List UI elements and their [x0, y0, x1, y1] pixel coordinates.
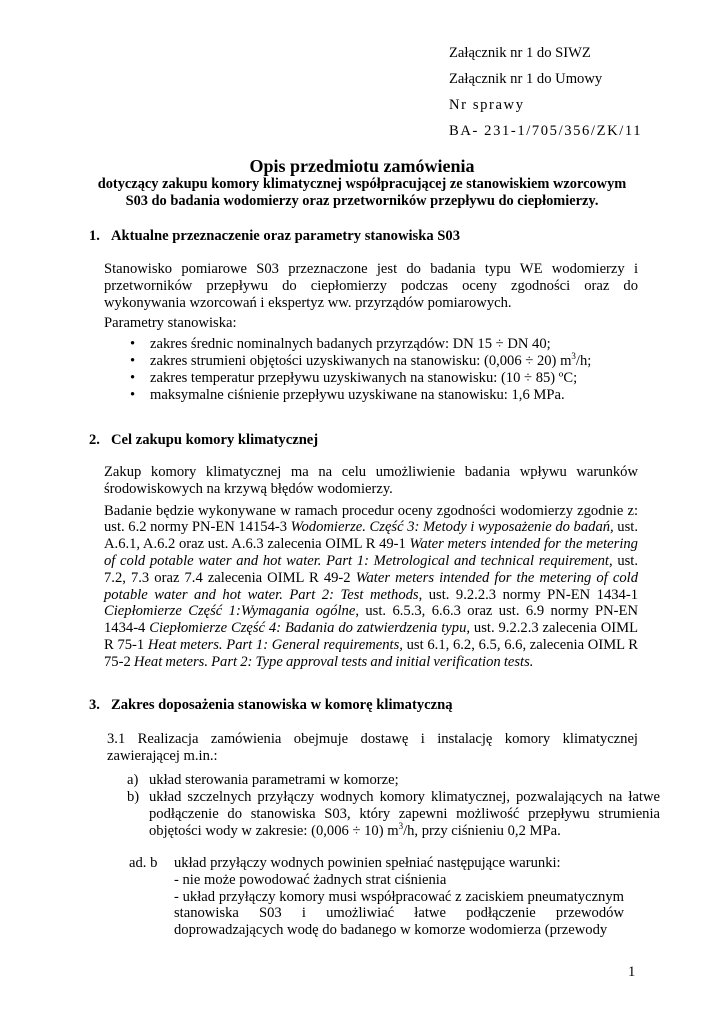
list-item: • maksymalne ciśnienie przepływu uzyskiwane na stanowisku: 1,6 MPa.	[130, 386, 565, 403]
ad-b-label: ad. b	[129, 855, 158, 871]
bullet-icon: •	[130, 352, 136, 369]
document-title: Opis przedmiotu zamówienia	[249, 156, 475, 176]
item-a	[127, 772, 660, 789]
section-2-title: Cel zakupu komory klimatycznej	[111, 432, 319, 448]
section-1-number: 1.	[89, 228, 100, 244]
subtitle-line-1: dotyczący zakupu komory klimatycznej współpracującej ze stanowiskiem wzorcowym	[97, 176, 627, 192]
section-2-body	[104, 464, 638, 671]
section-3-number: 3.	[89, 697, 100, 713]
list-item: • zakres strumieni objętości uzyskiwanych na stanowisku: (0,006 ÷ 20) $m^3/h$;	[130, 351, 592, 369]
header-line-nr-sprawy: Nr sprawy	[449, 97, 525, 113]
section-3-intro: 3.1 Realizacja zamówienia obejmuje dostawę i instalację komory klimatycznej zawierającej m.in.:	[107, 731, 638, 764]
header-line-siwz: Załącznik nr 1 do SIWZ	[449, 45, 591, 61]
subtitle-line-2: S03 do badania wodomierzy oraz przetworników przepływu do ciepłomierzy.	[125, 193, 599, 209]
header-line-case-number: BA- 231-1/705/356/ZK/11	[449, 123, 643, 139]
list-item: • zakres średnic nominalnych badanych przyrządów: DN 15 ÷ DN 40;	[130, 336, 551, 353]
bullet-icon: •	[130, 386, 136, 403]
document-subtitle	[80, 176, 644, 210]
section-1-heading	[89, 228, 460, 245]
bullet-icon: •	[130, 369, 136, 386]
ad-b-line-3: - układ przyłączy komory musi współpracować z zaciskiem pneumatycznym stanowiska S03 i umożliwiać łatwe podłączenie przewodów doprowadzających wodę do badanego w komorze wodomierza (przewody	[174, 888, 624, 939]
section-2-heading	[89, 432, 318, 449]
item-b-text: układ szczelnych przyłączy wodnych komory klimatycznej, pozwalających na łatwe podłączenie do stanowiska S03, który zapewni możliwość przepływu strumienia objętości wody w zakresie: (0,006 ÷ 10) m	[149, 789, 660, 839]
section-3-heading	[89, 697, 453, 714]
section-2-paragraph-1: Zakup komory klimatycznej ma na celu umożliwienie badania wpływu warunków środowiskowych na krzywą błędów wodomierzy.	[104, 464, 638, 497]
section-1-paragraph: Stanowisko pomiarowe S03 przeznaczone jest do badania typu WE wodomierzy i przetworników przepływu do ciepłomierzy podczas oceny zgodności oraz do wykonywania wzorcowań i ekspertyz ww. przyrządów pomiarowych.	[104, 261, 638, 311]
ad-b-line-2: - nie może powodować żadnych strat ciśnienia	[174, 871, 447, 888]
header-block	[449, 40, 642, 144]
section-2-paragraph-2: Badanie będzie wykonywane w ramach procedur oceny zgodności wodomierzy zgodnie z: ust. 6.2 normy PN-EN 14154-3 Wodomierze. Część 3: Metody i wyposażenie do badań, ust. A.6.1, A.6.2 oraz ust. A.6.3 zalecenia OIML R 49-1 Water meters intended for the metering of cold potable water and hot water. Part 1: Metrological and technical requirement, ust. 7.2, 7.3 oraz 7.4 zalecenia OIML R 49-2 Water meters intended for the metering of cold potable water and hot water. Part 2: Test methods, ust. 9.2.2.3 normy PN-EN 1434-1 Ciepłomierze Część 1:Wymagania ogólne, ust. 6.5.3, 6.6.3 oraz ust. 6.9 normy PN-EN 1434-4 Ciepłomierze Część 4: Badania do zatwierdzenia typu, ust. 9.2.2.3 zalecenia OIML R 75-1 Heat meters. Part 1: General requirements, ust 6.1, 6.2, 6.5, 6.6, zalecenia OIML R 75-2 Heat meters. Part 2: Type approval tests and initial verification tests.	[104, 502, 638, 670]
params-list	[130, 336, 638, 403]
section-1-title: Aktualne przeznaczenie oraz parametry stanowiska S03	[111, 228, 460, 244]
section-1-body	[104, 261, 638, 403]
item-b: b) układ szczelnych przyłączy wodnych komory klimatycznej, pozwalających na łatwe podłączenie do stanowiska S03, który zapewni możliwość przepływu strumienia objętości wody w zakresie: (0,006 ÷ 10) $m^3/h$, przy ciśnieniu 0,2 MPa.	[127, 789, 660, 839]
item-b-label: b)	[127, 789, 140, 805]
page-number: 1	[628, 964, 636, 980]
bullet-icon: •	[130, 336, 136, 353]
ad-b-text	[174, 855, 624, 939]
item-a-text: układ sterowania parametrami w komorze;	[149, 772, 399, 788]
ad-b-line-1: układ przyłączy wodnych powinien spełniać następujące warunki:	[174, 855, 561, 871]
list-item: • zakres temperatur przepływu uzyskiwanych na stanowisku: (10 ÷ 85) ºC;	[130, 369, 578, 386]
header-line-umowy: Załącznik nr 1 do Umowy	[449, 71, 603, 87]
section-3-title: Zakres doposażenia stanowiska w komorę klimatyczną	[111, 697, 453, 713]
section-2-number: 2.	[89, 432, 100, 448]
item-a-label: a)	[127, 772, 139, 788]
params-label: Parametry stanowiska:	[104, 315, 237, 332]
